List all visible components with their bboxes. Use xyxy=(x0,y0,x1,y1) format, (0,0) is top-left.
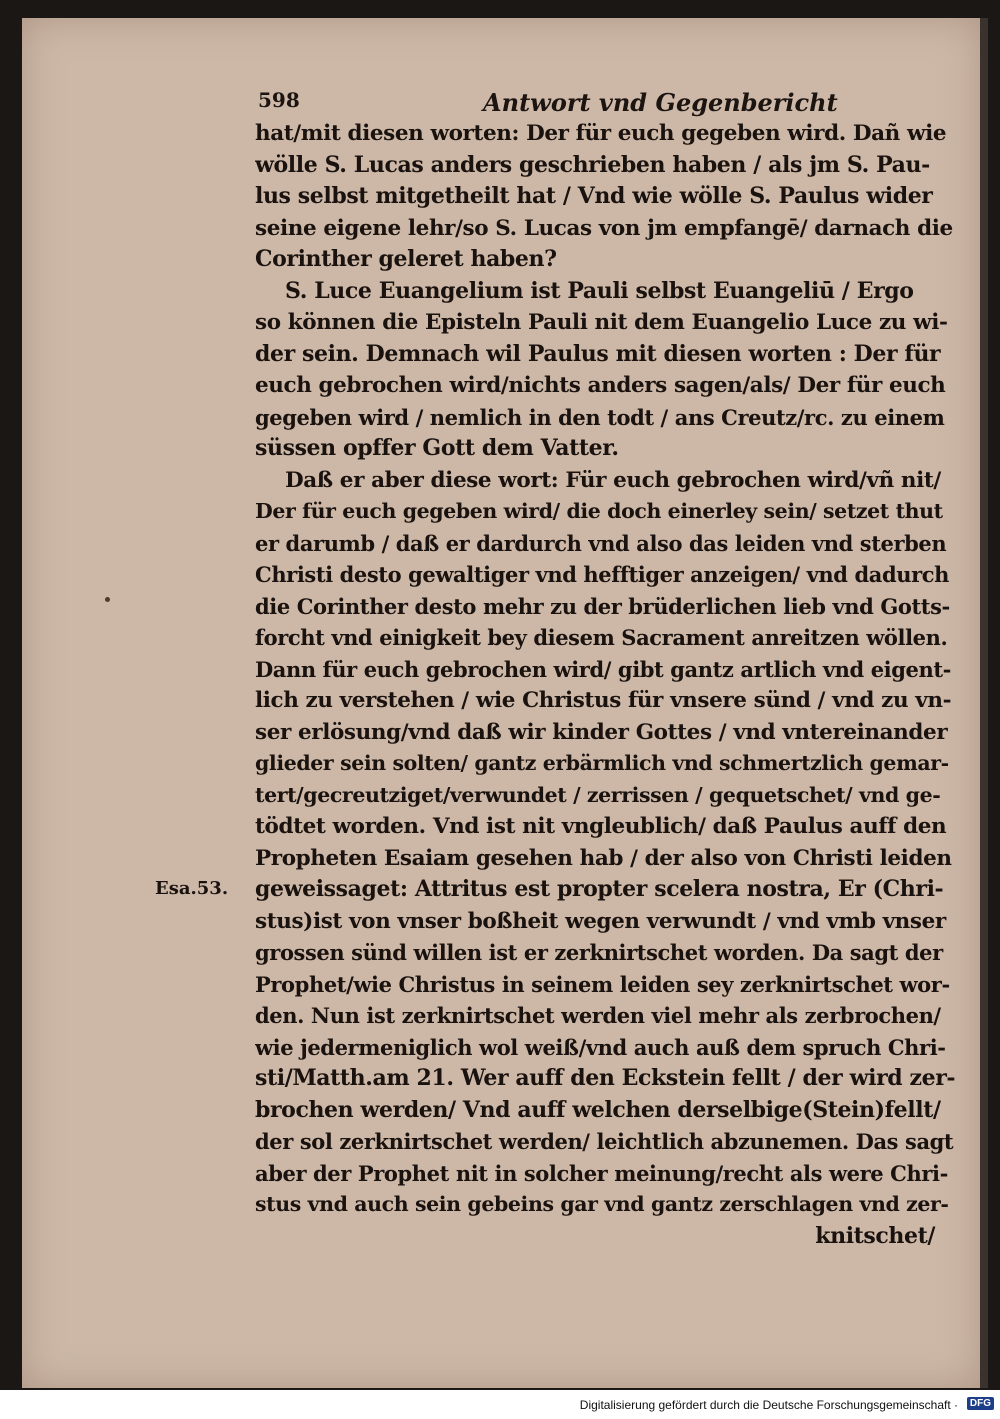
marginal-note: Esa.53. xyxy=(155,878,229,899)
text-line: hat/mit diesen worten: Der für euch gegeben wird. Dañ wie xyxy=(255,121,947,146)
text-line: tödtet worden. Vnd ist nit vngleublich/ daß Paulus auff den xyxy=(255,814,947,839)
dfg-logo: DFG xyxy=(967,1397,994,1410)
text-line: forcht vnd einigkeit bey diesem Sacrament anreitzen wöllen. xyxy=(255,625,948,650)
page-number: 598 xyxy=(258,88,300,112)
text-line: Der für euch gegeben wird/ die doch einerley sein/ setzet thut xyxy=(255,499,943,523)
page-header xyxy=(258,88,958,122)
page-edge xyxy=(980,18,988,1388)
ink-spot xyxy=(105,597,110,602)
text-line: aber der Prophet nit in solcher meinung/recht als were Chri- xyxy=(255,1160,948,1186)
text-line: Daß er aber diese wort: Für euch gebrochen wird/vñ nit/ xyxy=(285,467,941,493)
footer-bar xyxy=(0,1390,1000,1419)
text-line: knitschet/ xyxy=(815,1222,935,1249)
text-line: Prophet/wie Christus in seinem leiden sey zerknirtschet wor- xyxy=(255,971,950,997)
text-line: sti/Matth.am 21. Wer auff den Eckstein fellt / der wird zer- xyxy=(255,1065,955,1091)
body-text xyxy=(255,118,955,1252)
footer-credit: Digitalisierung gefördert durch die Deutsche Forschungsgemeinschaft · xyxy=(579,1398,958,1412)
text-line: Propheten Esaiam gesehen hab / der also von Christi leiden xyxy=(255,845,952,871)
text-line: brochen werden/ Vnd auff welchen derselbige(Stein)fellt/ xyxy=(255,1096,941,1123)
text-line: ser erlösung/vnd daß wir kinder Gottes / vnd vntereinander xyxy=(255,719,948,745)
text-line: Corinther geleret haben? xyxy=(255,246,557,272)
text-line: den. Nun ist zerknirtschet werden viel mehr als zerbrochen/ xyxy=(255,1003,941,1028)
text-line: so können die Episteln Pauli nit dem Euangelio Luce zu wi- xyxy=(255,310,948,335)
text-line: der sein. Demnach wil Paulus mit diesen worten : Der für xyxy=(255,340,941,367)
text-line: glieder sein solten/ gantz erbärmlich vnd schmertzlich gemar- xyxy=(255,751,949,775)
text-line: gegeben wird / nemlich in den todt / ans Creutz/rc. zu einem xyxy=(255,404,945,430)
text-line: Dann für euch gebrochen wird/ gibt gantz artlich vnd eigent- xyxy=(255,656,951,682)
text-line: die Corinther desto mehr zu der brüderlichen lieb vnd Gotts- xyxy=(255,593,950,619)
text-line: lus selbst mitgetheilt hat / Vnd wie wölle S. Paulus wider xyxy=(255,183,933,209)
text-line: Christi desto gewaltiger vnd hefftiger anzeigen/ vnd dadurch xyxy=(255,562,950,587)
text-line: tert/gecreutziget/verwundet / zerrissen / gequetschet/ vnd ge- xyxy=(255,782,941,807)
text-line: süssen opffer Gott dem Vatter. xyxy=(255,435,619,461)
text-line: stus vnd auch sein gebeins gar vnd gantz zerschlagen vnd zer- xyxy=(255,1192,949,1216)
running-head: Antwort vnd Gegenbericht xyxy=(483,88,838,117)
text-line: seine eigene lehr/so S. Lucas von jm empfangē/ darnach die xyxy=(255,215,953,241)
text-line: stus)ist von vnser boßheit wegen verwundt / vnd vmb vnser xyxy=(255,908,946,934)
text-line: lich zu verstehen / wie Christus für vnsere sünd / vnd zu vn- xyxy=(255,688,952,713)
text-line: er darumb / daß er dardurch vnd also das leiden vnd sterben xyxy=(255,530,947,556)
text-line: grossen sünd willen ist er zerknirtschet worden. Da sagt der xyxy=(255,940,943,965)
text-line: geweissaget: Attritus est propter scelera nostra, Er (Chri- xyxy=(255,876,944,902)
text-line: wie jedermeniglich wol weiß/vnd auch auß dem spruch Chri- xyxy=(255,1034,946,1060)
text-line: euch gebrochen wird/nichts anders sagen/als/ Der für euch xyxy=(255,373,946,398)
text-line: S. Luce Euangelium ist Pauli selbst Euangeliū / Ergo xyxy=(285,277,914,304)
text-line: der sol zerknirtschet werden/ leichtlich abzunemen. Das sagt xyxy=(255,1129,954,1154)
text-line: wölle S. Lucas anders geschrieben haben / als jm S. Pau- xyxy=(255,151,930,178)
